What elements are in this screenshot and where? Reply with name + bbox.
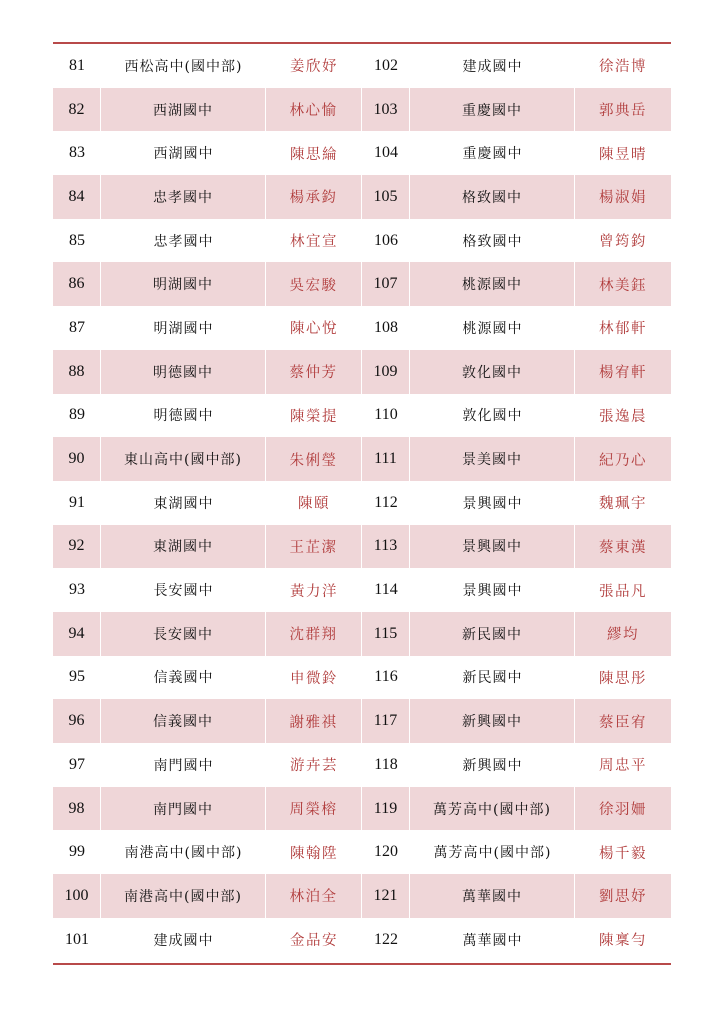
student-name: 林心愉	[266, 88, 362, 132]
school-name: 明德國中	[101, 350, 266, 394]
entry-number: 107	[362, 262, 410, 306]
entry-number: 113	[362, 525, 410, 569]
entry-number: 121	[362, 874, 410, 918]
table-row	[53, 656, 671, 700]
student-name: 魏珮宇	[599, 496, 647, 513]
table-row	[53, 44, 671, 88]
table-row	[53, 175, 671, 219]
school-name: 南港高中(國中部)	[101, 874, 266, 918]
student-name: 陳榮提	[290, 408, 338, 425]
student-name: 張逸晨	[599, 408, 647, 425]
student-name: 楊淑娟	[599, 190, 647, 207]
school-name: 新興國中	[410, 699, 575, 743]
entry-number: 108	[374, 318, 398, 336]
school-name: 南門國中	[101, 787, 266, 831]
table-row	[53, 918, 671, 962]
table-row	[53, 350, 671, 394]
entry-number: 117	[362, 699, 410, 743]
table-row	[53, 787, 671, 831]
entry-number: 110	[374, 406, 398, 424]
table-row	[53, 743, 671, 787]
student-name: 周榮榕	[266, 787, 362, 831]
entry-number: 84	[53, 175, 101, 219]
entry-number: 90	[53, 437, 101, 481]
school-name: 南門國中	[153, 757, 214, 774]
school-name: 桃源國中	[410, 262, 575, 306]
entry-number: 101	[65, 930, 89, 948]
entry-number: 86	[53, 262, 101, 306]
entry-number: 112	[374, 493, 398, 511]
table-row	[53, 88, 671, 132]
table-row	[53, 481, 671, 525]
student-name: 楊宥軒	[599, 365, 647, 382]
entry-number: 105	[362, 175, 410, 219]
entry-number: 82	[53, 88, 101, 132]
student-name: 謝雅祺	[266, 699, 362, 743]
entry-number: 100	[53, 874, 101, 918]
table-row	[53, 437, 671, 481]
student-name: 張品凡	[599, 583, 647, 600]
school-name: 建成國中	[462, 58, 523, 75]
entry-number: 93	[69, 581, 85, 599]
entry-number: 94	[53, 612, 101, 656]
entry-number: 118	[374, 755, 398, 773]
entry-number: 97	[69, 755, 85, 773]
student-name: 楊千毅	[599, 845, 647, 862]
school-name: 景美國中	[410, 437, 575, 481]
student-name: 金品安	[290, 933, 338, 950]
school-name: 萬華國中	[462, 932, 523, 949]
table-row	[53, 131, 671, 175]
entry-number: 119	[362, 787, 410, 831]
student-name: 朱俐瑩	[266, 437, 362, 481]
student-name: 吳宏駿	[266, 262, 362, 306]
entry-number: 106	[374, 231, 398, 249]
entry-number: 99	[69, 843, 85, 861]
bottom-rule	[53, 963, 671, 965]
table-row	[53, 306, 671, 350]
entry-number: 116	[374, 668, 398, 686]
school-name: 明德國中	[153, 408, 214, 425]
school-name: 東山高中(國中部)	[101, 437, 266, 481]
table-row	[53, 262, 671, 306]
entry-number: 87	[69, 318, 85, 336]
student-name: 楊承鈞	[266, 175, 362, 219]
student-name: 游卉芸	[290, 758, 338, 775]
roster-table	[53, 44, 671, 961]
school-name: 景興國中	[462, 583, 523, 600]
table-row	[53, 874, 671, 918]
student-name: 林郁軒	[599, 321, 647, 338]
school-name: 建成國中	[153, 932, 214, 949]
entry-number: 96	[53, 699, 101, 743]
table-row	[53, 394, 671, 438]
entry-number: 111	[362, 437, 410, 481]
student-name: 曾筠鈞	[599, 234, 647, 251]
student-name: 郭典岳	[599, 103, 647, 120]
entry-number: 114	[374, 581, 398, 599]
school-name: 新民國中	[462, 670, 523, 687]
school-name: 忠孝國中	[153, 233, 214, 250]
school-name: 格致國中	[410, 175, 575, 219]
student-name: 徐羽姍	[599, 802, 647, 819]
school-name: 敦化國中	[410, 350, 575, 394]
table-row	[53, 568, 671, 612]
table-row	[53, 830, 671, 874]
student-name: 周忠平	[599, 758, 647, 775]
school-name: 信義國中	[101, 699, 266, 743]
school-name: 東湖國中	[101, 525, 266, 569]
school-name: 敦化國中	[462, 408, 523, 425]
student-name: 陳思彤	[599, 670, 647, 687]
student-name: 林泊全	[266, 874, 362, 918]
school-name: 重慶國中	[410, 88, 575, 132]
entry-number: 92	[53, 525, 101, 569]
student-name: 沈群翔	[266, 612, 362, 656]
school-name: 新興國中	[462, 757, 523, 774]
student-name: 陳翰陞	[290, 845, 338, 862]
student-name: 林宜宣	[290, 234, 338, 251]
school-name: 忠孝國中	[101, 175, 266, 219]
entry-number: 88	[53, 350, 101, 394]
student-name: 劉思妤	[599, 889, 647, 906]
school-name: 新民國中	[410, 612, 575, 656]
school-name: 桃源國中	[462, 320, 523, 337]
school-name: 萬芳高中(國中部)	[410, 787, 575, 831]
entry-number: 98	[53, 787, 101, 831]
table-row	[53, 525, 671, 569]
entry-number: 120	[374, 843, 398, 861]
table-row	[53, 219, 671, 263]
student-name: 姜欣妤	[290, 59, 338, 76]
student-name: 蔡仲芳	[266, 350, 362, 394]
student-name: 蔡臣宥	[599, 714, 647, 731]
school-name: 南港高中(國中部)	[124, 845, 243, 862]
entry-number: 91	[69, 493, 85, 511]
student-name: 申微鈴	[290, 670, 338, 687]
entry-number: 95	[69, 668, 85, 686]
entry-number: 102	[374, 56, 398, 74]
entry-number: 122	[374, 930, 398, 948]
entry-number: 81	[69, 56, 85, 74]
student-name: 陳稟勻	[599, 933, 647, 950]
student-name: 陳心悅	[290, 321, 338, 338]
student-name: 紀乃心	[599, 452, 647, 469]
entry-number: 103	[362, 88, 410, 132]
school-name: 重慶國中	[462, 146, 523, 163]
school-name: 信義國中	[153, 670, 214, 687]
student-name: 陳頤	[298, 496, 330, 513]
entry-number: 104	[374, 144, 398, 162]
school-name: 西松高中(國中部)	[124, 58, 243, 75]
student-name: 黃力洋	[290, 583, 338, 600]
school-name: 格致國中	[462, 233, 523, 250]
school-name: 萬芳高中(國中部)	[433, 845, 552, 862]
entry-number: 109	[362, 350, 410, 394]
entry-number: 89	[69, 406, 85, 424]
table-row	[53, 612, 671, 656]
school-name: 明湖國中	[153, 320, 214, 337]
school-name: 西湖國中	[101, 88, 266, 132]
school-name: 長安國中	[101, 612, 266, 656]
school-name: 東湖國中	[153, 495, 214, 512]
school-name: 西湖國中	[153, 146, 214, 163]
entry-number: 85	[69, 231, 85, 249]
school-name: 景興國中	[410, 525, 575, 569]
school-name: 萬華國中	[410, 874, 575, 918]
student-name: 徐浩博	[599, 59, 647, 76]
entry-number: 83	[69, 144, 85, 162]
student-name: 王芷潔	[266, 525, 362, 569]
student-name: 陳思綸	[290, 146, 338, 163]
student-name: 繆均	[607, 627, 639, 644]
student-name: 林美鈺	[599, 277, 647, 294]
school-name: 明湖國中	[101, 262, 266, 306]
student-name: 蔡東漢	[599, 539, 647, 556]
student-name: 陳昱晴	[599, 146, 647, 163]
table-row	[53, 699, 671, 743]
entry-number: 115	[362, 612, 410, 656]
school-name: 長安國中	[153, 583, 214, 600]
school-name: 景興國中	[462, 495, 523, 512]
